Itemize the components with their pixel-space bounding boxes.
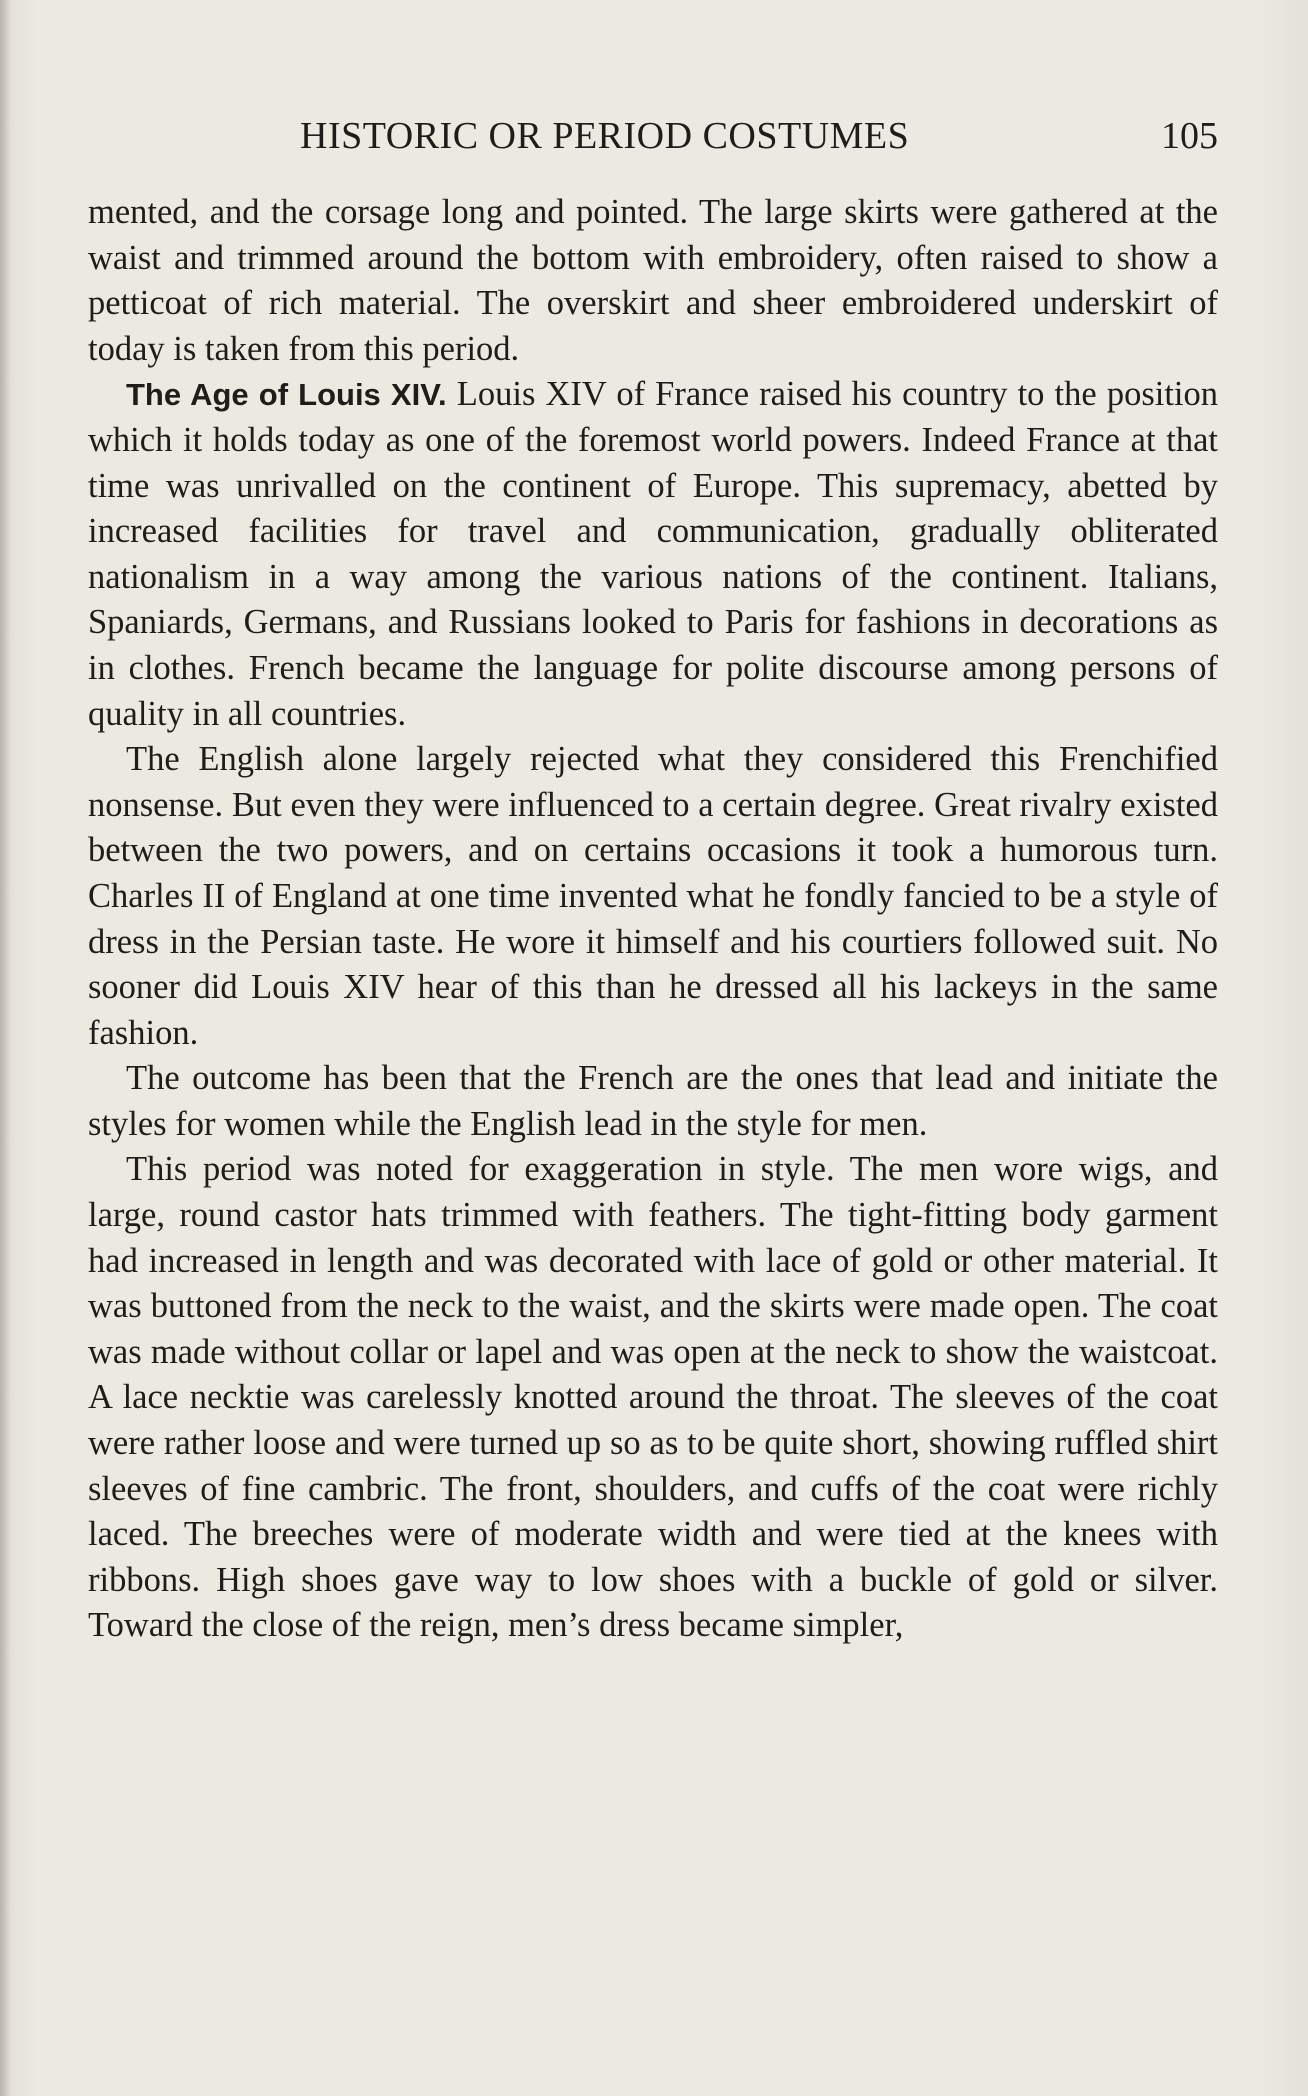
paragraph-mens-dress [88, 1147, 1218, 1649]
paragraph-text: The English alone largely rejected what they considered this Frenchified nonsense. But even they were influenced to a certain degree. Great rivalry existed between the two powers, and on certains occasions it took a humorous turn. Charles II of England at one time invented what he fondly fancied to be a style of dress in the Persian taste. He wore it himself and his courtiers followed suit. No sooner did Louis XIV hear of this than he dressed all his lackeys in the same fashion. [88, 740, 1218, 1052]
page-gutter-shadow [0, 0, 10, 2096]
paragraph-louis-xiv [88, 372, 1218, 737]
paragraph-text: This period was noted for exaggeration in style. The men wore wigs, and large, round castor hats trimmed with feathers. The tight-fitting body garment had increased in length and was decorated with lace of gold or other material. It was buttoned from the neck to the waist, and the skirts were made open. The coat was made without collar or lapel and was open at the neck to show the waistcoat. A lace necktie was carelessly knotted around the throat. The sleeves of the coat were rather loose and were turned up so as to be quite short, showing ruffled shirt sleeves of fine cambric. The front, shoulders, and cuffs of the coat were richly laced. The breeches were of moderate width and were tied at the knees with ribbons. High shoes gave way to low shoes with a buckle of gold or silver. Toward the close of the reign, men’s dress became simpler, [88, 1150, 1218, 1645]
section-heading: The Age of Louis XIV. [126, 377, 447, 413]
paragraph-outcome [88, 1056, 1218, 1147]
body-text [88, 190, 1218, 1649]
paragraph-english-rivalry [88, 737, 1218, 1056]
paragraph-text: The outcome has been that the French are the ones that lead and initiate the styles for women while the English lead in the style for men. [88, 1059, 1218, 1143]
paragraph-continued [88, 190, 1218, 372]
paragraph-text: mented, and the corsage long and pointed. The large skirts were gathered at the waist and trimmed around the bottom with embroidery, often raised to show a petticoat of rich material. The overskirt and sheer embroidered underskirt of today is taken from this period. [88, 193, 1218, 368]
running-header [88, 108, 1218, 164]
paragraph-text: Louis XIV of France raised his country to the position which it holds today as one of the foremost world powers. Indeed France at that time was unrivalled on the continent of Europe. This supremacy, abetted by increased facilities for travel and communication, gradually obliterated nationalism in a way among the various nations of the continent. Italians, Spaniards, Germans, and Russians looked to Paris for fashions in decorations as in clothes. French became the language for polite discourse among persons of quality in all countries. [88, 375, 1219, 733]
running-title: HISTORIC OR PERIOD COSTUMES [300, 115, 910, 157]
page-number: 105 [1161, 115, 1218, 157]
